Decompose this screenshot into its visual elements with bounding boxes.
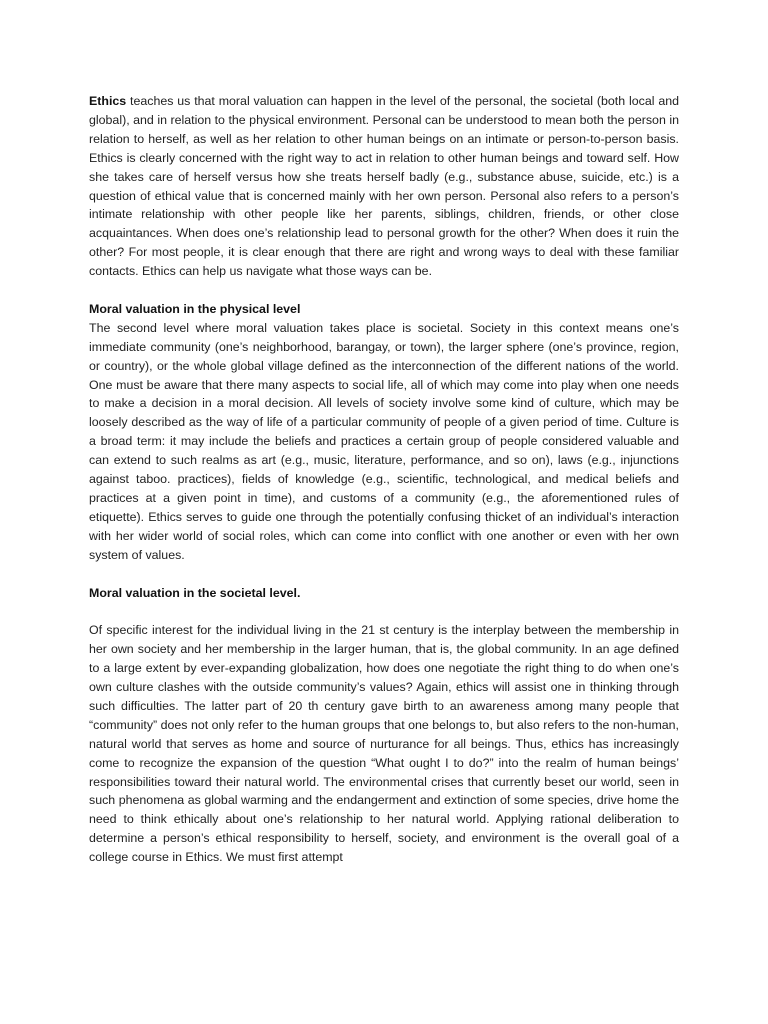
societal-level-paragraph: Of specific interest for the individual living in the 21 st century is the interplay between the membership in her own society and her membership in the larger human, that is, the global community. In an age defined to a large extent by ever-expanding globalization, how does one negotiate the right thing to do when one’s own culture clashes with the outside community’s values? Again, ethics will assist one in thinking through such difficulties. The latter part of 20 th century gave birth to an awareness among many people that “community” does not only refer to the human groups that one belongs to, but also refers to the non-human, natural world that serves as home and source of nurturance for all beings. Thus, ethics has increasingly come to recognize the expansion of the question “What ought I to do?” into the realm of human beings’ responsibilities toward their natural world. The environmental crises that currently beset our world, seen in such phenomena as global warming and the endangerment and extinction of some species, drive home the need to think ethically about one’s relationship to her natural world. Applying rational deliberation to determine a person’s ethical responsibility to herself, society, and environment is the overall goal of a college course in Ethics. We must first attempt	[89, 623, 679, 865]
intro-paragraph-text: teaches us that moral valuation can happen in the level of the personal, the societal (both local and global), and in relation to the physical environment. Personal can be understood to mean both the person in relation to herself, as well as her relation to other human beings on an intimate or person-to-person basis. Ethics is clearly concerned with the right way to act in relation to other human beings and toward self. How she takes care of herself versus how she treats herself badly (e.g., substance abuse, suicide, etc.) is a question of ethical value that is concerned mainly with her own person. Personal also refers to a person’s intimate relationship with other people like her parents, siblings, children, friends, or other close acquaintances. When does one’s relationship lead to personal growth for the other? When does it ruin the other? For most people, it is clear enough that there are right and wrong ways to deal with these familiar contacts. Ethics can help us navigate what those ways can be.	[89, 94, 679, 279]
lead-term-ethics: Ethics	[89, 94, 127, 108]
document-page	[89, 92, 679, 867]
physical-level-paragraph: The second level where moral valuation takes place is societal. Society in this context means one’s immediate community (one’s neighborhood, barangay, or town), the larger sphere (one’s province, region, or country), or the whole global village defined as the interconnection of the different nations of the world. One must be aware that there many aspects to social life, all of which may come into play when one needs to make a decision in a moral decision. All levels of society involve some kind of culture, which may be loosely described as the way of life of a particular community of people of a given period of time. Culture is a broad term: it may include the beliefs and practices a certain group of people considered valuable and can extend to such realms as art (e.g., music, literature, performance, and so on), laws (e.g., injunctions against taboo. practices), fields of knowledge (e.g., scientific, technological, and medical beliefs and practices at a given point in time), and customs of a community (e.g., the aforementioned rules of etiquette). Ethics serves to guide one through the potentially confusing thicket of an individual’s interaction with her wider world of social roles, which can come into conflict with one another or even with her own system of values.	[89, 320, 679, 562]
heading-physical-level: Moral valuation in the physical level	[89, 301, 301, 316]
intro-paragraph	[89, 92, 679, 281]
heading-societal-level: Moral valuation in the societal level.	[89, 585, 301, 600]
